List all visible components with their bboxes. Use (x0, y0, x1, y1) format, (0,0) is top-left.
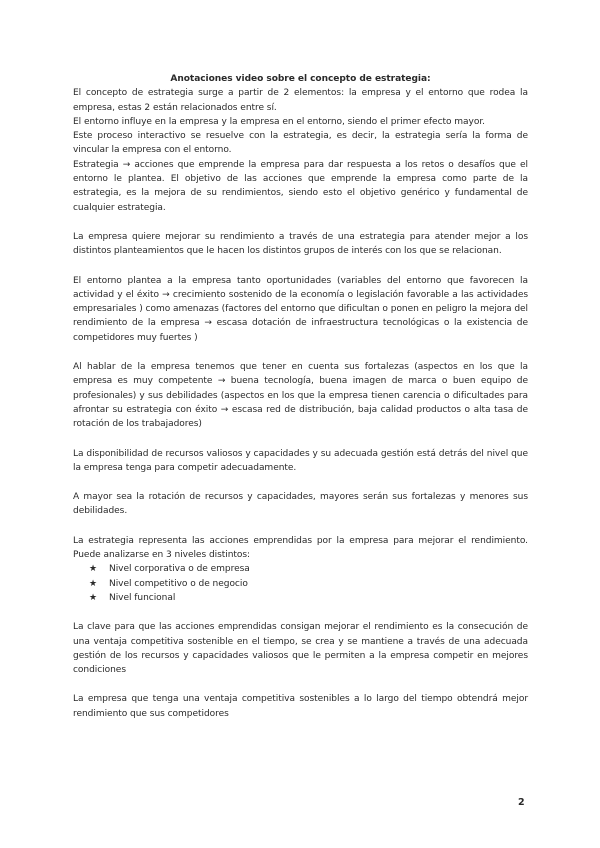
paragraph-ventaja-competitiva: La clave para que las acciones emprendidas consigan mejorar el rendimiento es la consecución de una ventaja competitiva sostenible en el tiempo, se crea y se mantiene a través de una adecuada gestión de los recursos y capacidades valiosos que le permiten a la empresa competir en mejores condiciones (73, 622, 528, 676)
paragraph-rotacion-recursos: A mayor sea la rotación de recursos y capacidades, mayores serán sus fortalezas y menores sus debilidades. (73, 492, 528, 517)
star-bullet-icon: ★ (89, 578, 98, 589)
list-item-label: Nivel corporativa o de empresa (109, 564, 250, 575)
intro-paragraph-3: Este proceso interactivo se resuelve con la estrategia, es decir, la estrategia sería la forma de vincular la empresa con el entorno. (73, 131, 528, 156)
list-item-label: Nivel competitivo o de negocio (109, 578, 248, 589)
document-title: Anotaciones video sobre el concepto de estrategia: (170, 74, 431, 84)
paragraph-grupos-interes: La empresa quiere mejorar su rendimiento a través de una estrategia para atender mejor a los distintos planteamientos que le hacen los distintos grupos de interés con los que se relacionan. (73, 231, 528, 257)
paragraph-niveles-intro: La estrategia representa las acciones emprendidas por la empresa para mejorar el rendimiento. Puede analizarse en 3 niveles distintos: (73, 535, 528, 561)
paragraph-recursos-valiosos: La disponibilidad de recursos valiosos y capacidades y su adecuada gestión está detrás del nivel que la empresa tenga para competir adecuadamente. (73, 448, 528, 473)
list-item (89, 591, 528, 605)
intro-paragraph-4: Estrategia → acciones que emprende la empresa para dar respuesta a los retos o desafíos que el entorno le plantea. El objetivo de las acciones que emprende la empresa como parte de la estrategia, es la mejora de su rendimientos, siendo esto el objetivo genérico y fundamental de cualquier estrategia. (73, 159, 528, 213)
intro-paragraph-1: El concepto de estrategia surge a partir de 2 elementos: la empresa y el entorno que rodea la empresa, estas 2 están relacionados entre sí. (73, 88, 528, 113)
star-bullet-icon: ★ (89, 592, 98, 603)
paragraph-fortalezas-debilidades: Al hablar de la empresa tenemos que tener en cuenta sus fortalezas (aspectos en los que la empresa es muy competente → buena tecnología, buena imagen de marca o buen equipo de profesionales) y sus debilidades (aspectos en los que la empresa tienen carencia o dificultades para afrontar su estrategia con éxito → escasa red de distribución, baja calidad productos o alta tasa de rotación de los trabajadores) (73, 362, 528, 430)
levels-list (73, 562, 528, 605)
intro-paragraph-2: El entorno influye en la empresa y la empresa en el entorno, siendo el primer efecto mayor. (73, 116, 486, 127)
star-bullet-icon: ★ (89, 564, 98, 575)
list-item-label: Nivel funcional (109, 592, 176, 603)
list-item (89, 562, 528, 576)
list-item (89, 577, 528, 591)
page-number: 2 (518, 797, 525, 808)
paragraph-conclusion: La empresa que tenga una ventaja competitiva sostenibles a lo largo del tiempo obtendrá mejor rendimiento que sus competidores (73, 694, 528, 719)
document-page (73, 72, 528, 721)
paragraph-oportunidades-amenazas: El entorno plantea a la empresa tanto oportunidades (variables del entorno que favorecen la actividad y el éxito → crecimiento sostenido de la economía o legislación favorable a las actividades empresariales ) como amenazas (factores del entorno que dificultan o ponen en peligro la mejora del rendimiento de la empresa → escasa dotación de infraestructura tecnológicas o la existencia de competidores muy fuertes ) (73, 275, 528, 343)
